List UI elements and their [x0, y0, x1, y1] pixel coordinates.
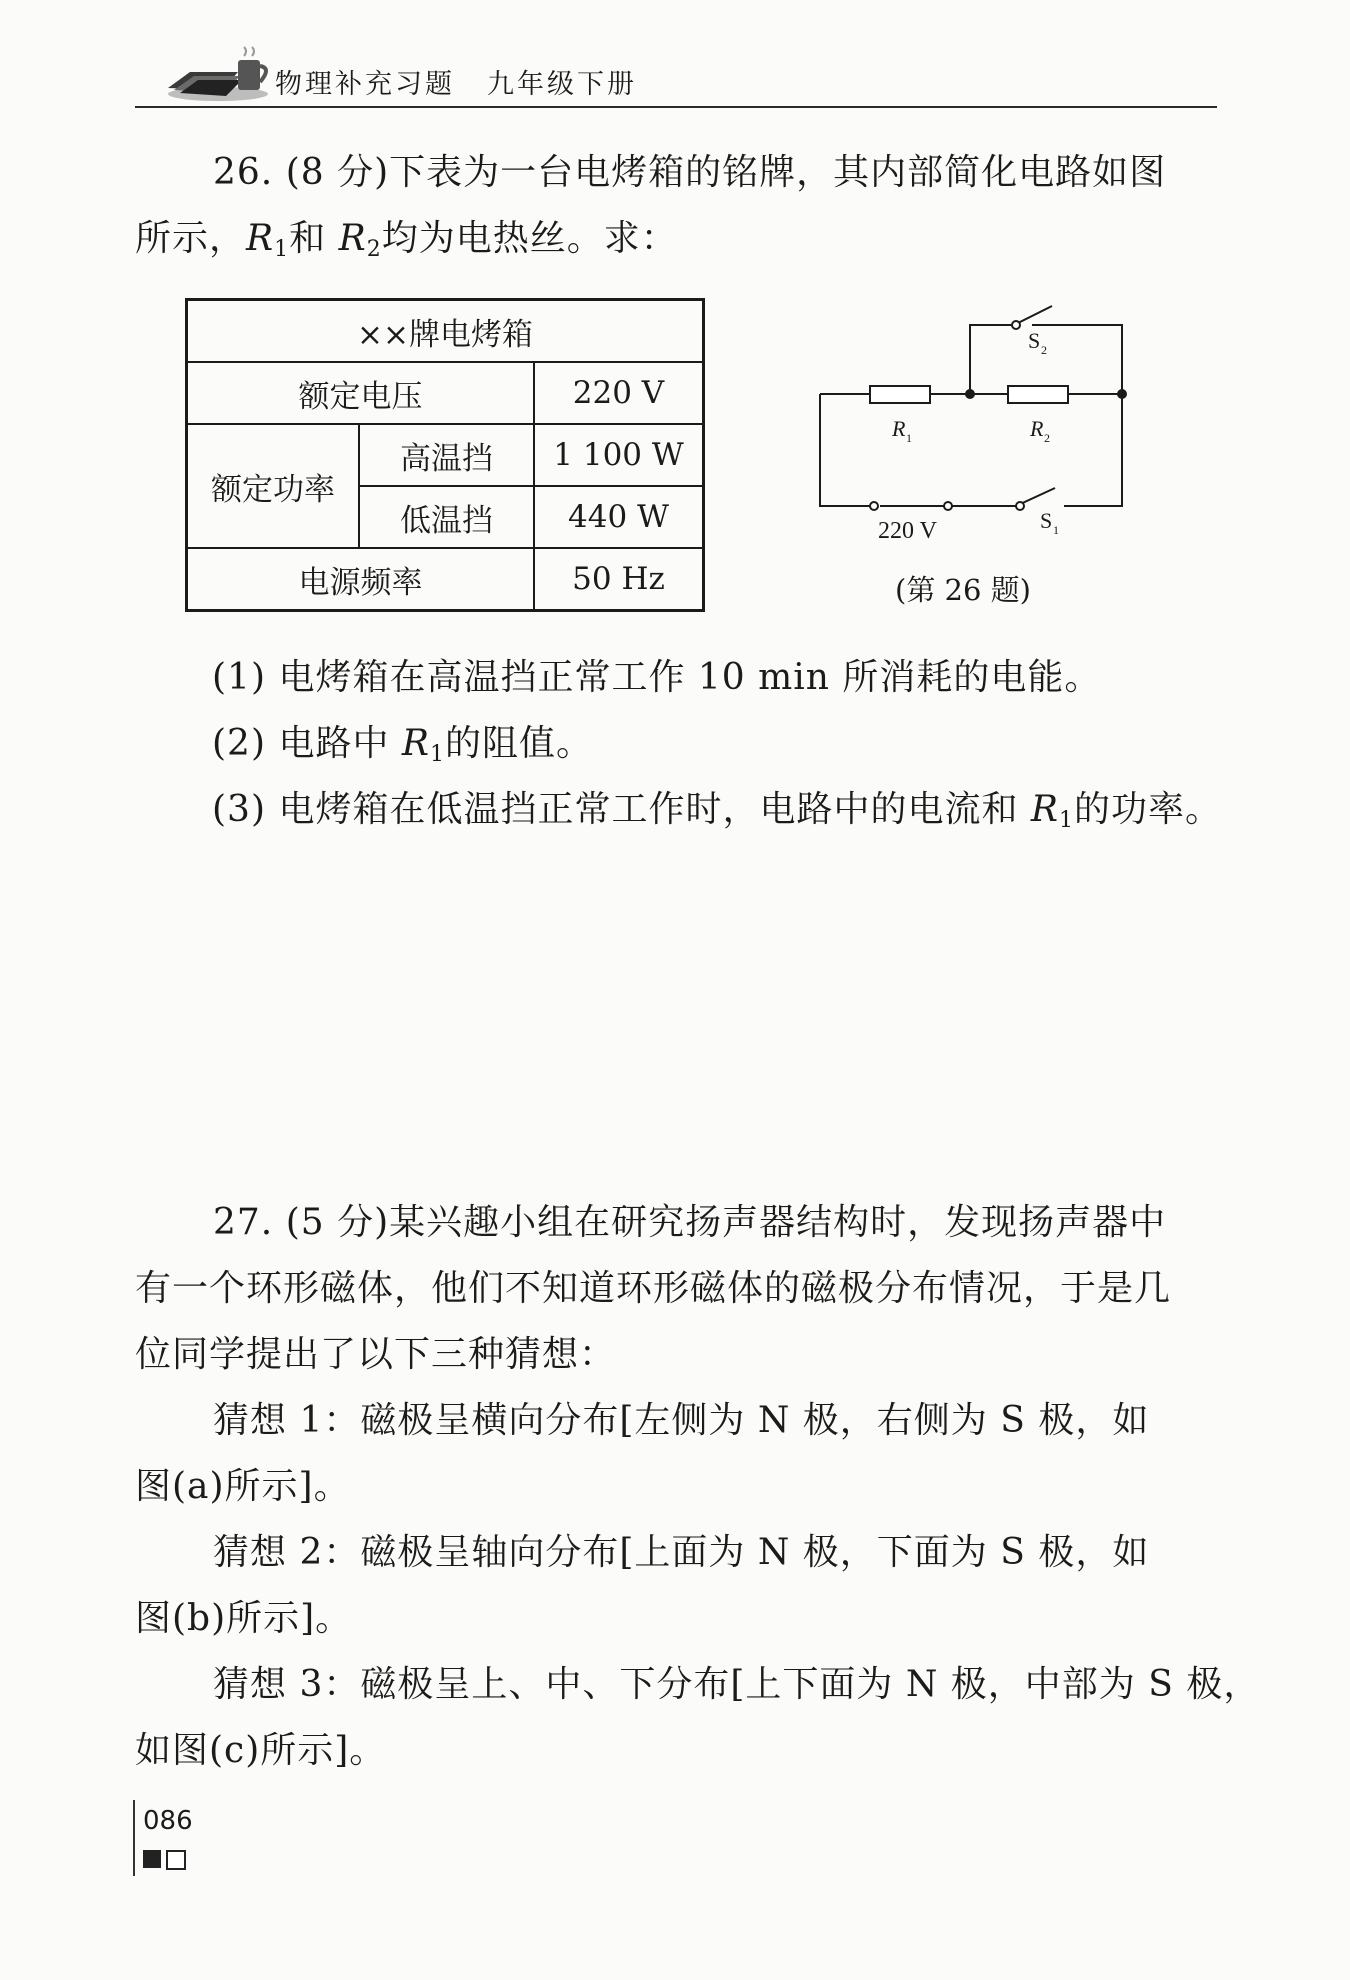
rated-voltage-label: 额定电压 — [187, 362, 535, 424]
circuit-diagram — [810, 300, 1140, 550]
rated-voltage-value: 220 V — [534, 362, 704, 424]
q27-guess3: 猜想 3：磁极呈上、中、下分布[上下面为 N 极，中部为 S 极， — [213, 1664, 1261, 1705]
q27-guess1-cont: 图(a)所示]。 — [135, 1466, 351, 1507]
frequency-label: 电源频率 — [187, 548, 535, 611]
running-head — [275, 62, 637, 101]
q27-guess1: 猜想 1：磁极呈横向分布[左侧为 N 极，右侧为 S 极，如 — [213, 1400, 1150, 1441]
q26-part3 — [212, 777, 1222, 854]
s2-label: S — [1028, 328, 1041, 353]
r1-symbol: R — [246, 218, 275, 259]
rated-power-label: 额定功率 — [187, 424, 360, 548]
s1-label-sub: 1 — [1053, 523, 1059, 537]
r1-subscript: 1 — [274, 237, 290, 262]
q27-block — [135, 1190, 1261, 1784]
wire-s2-branch — [970, 325, 1122, 394]
r2-label: R — [1030, 416, 1044, 441]
page-footer — [133, 1800, 213, 1880]
q27-line1: 27. (5 分)某兴趣小组在研究扬声器结构时，发现扬声器中 — [213, 1202, 1167, 1243]
empty-square-icon — [166, 1850, 186, 1870]
footer-rule — [133, 1800, 135, 1876]
q26-stem — [135, 140, 1217, 283]
r2-subscript: 2 — [366, 237, 382, 262]
junction-dot — [966, 390, 974, 398]
source-terminal — [944, 502, 952, 510]
q26-part3-text-b: 的功率。 — [1074, 789, 1223, 830]
filled-square-icon — [143, 1850, 161, 1868]
wire-left — [820, 394, 870, 506]
q27-guess2: 猜想 2：磁极呈轴向分布[上面为 N 极，下面为 S 极，如 — [213, 1532, 1150, 1573]
r1-subscript: 1 — [430, 742, 445, 767]
wire-r2 — [1068, 394, 1122, 506]
low-gear-label: 低温挡 — [359, 486, 534, 548]
q27-guess2-cont: 图(b)所示]。 — [135, 1598, 353, 1639]
r1-label: R — [892, 416, 906, 441]
q27-line3: 位同学提出了以下三种猜想： — [135, 1334, 617, 1375]
q26-stem-line2 — [135, 206, 1217, 283]
q26-stem-line1: 26. (8 分)下表为一台电烤箱的铭牌，其内部简化电路如图 — [213, 152, 1167, 193]
r1-symbol: R — [1030, 789, 1059, 830]
header-rule — [135, 106, 1217, 108]
junction-dot — [1118, 390, 1126, 398]
high-gear-label: 高温挡 — [359, 424, 534, 486]
r1-label-sub: 1 — [906, 431, 912, 445]
resistor-r1 — [870, 386, 930, 403]
q26-part2-text-b: 的阻值。 — [445, 723, 594, 764]
nameplate-table — [185, 298, 705, 612]
q27-guess3-cont: 如图(c)所示]。 — [135, 1730, 387, 1771]
page-header — [135, 40, 1217, 108]
q26-stem-text-b: 均为电热丝。求： — [381, 218, 678, 259]
frequency-value: 50 Hz — [534, 548, 704, 611]
q26-part1: (1) 电烤箱在高温挡正常工作 10 min 所消耗的电能。 — [212, 657, 1102, 698]
s2-label-sub: 2 — [1041, 343, 1047, 357]
source-voltage-label: 220 V — [878, 518, 937, 544]
low-gear-value: 440 W — [534, 486, 704, 548]
s1-label: S — [1040, 508, 1053, 533]
r2-label-sub: 2 — [1044, 431, 1050, 445]
q26-stem-and: 和 — [289, 218, 339, 259]
page-number: 086 — [143, 1806, 193, 1836]
q26-part3-text-a: (3) 电烤箱在低温挡正常工作时，电路中的电流和 — [212, 789, 1031, 830]
r2-symbol: R — [338, 218, 367, 259]
r1-subscript: 1 — [1059, 808, 1074, 833]
figure-caption: (第 26 题) — [895, 573, 1031, 607]
source-terminal — [870, 502, 878, 510]
q26-part2-text-a: (2) 电路中 — [212, 723, 402, 764]
volume-label: 九年级下册 — [487, 69, 637, 100]
book-title: 物理补充习题 — [275, 69, 455, 100]
q26-stem-text-a: 所示， — [135, 218, 247, 259]
switch-s2-contact — [1012, 321, 1020, 329]
resistor-r2 — [1008, 386, 1068, 403]
r1-symbol: R — [401, 723, 430, 764]
high-gear-value: 1 100 W — [534, 424, 704, 486]
table-title: ××牌电烤箱 — [187, 300, 704, 363]
q27-line2: 有一个环形磁体，他们不知道环形磁体的磁极分布情况，于是几 — [135, 1268, 1172, 1309]
switch-s1-contact — [1016, 502, 1024, 510]
books-and-cup-icon — [160, 46, 280, 104]
